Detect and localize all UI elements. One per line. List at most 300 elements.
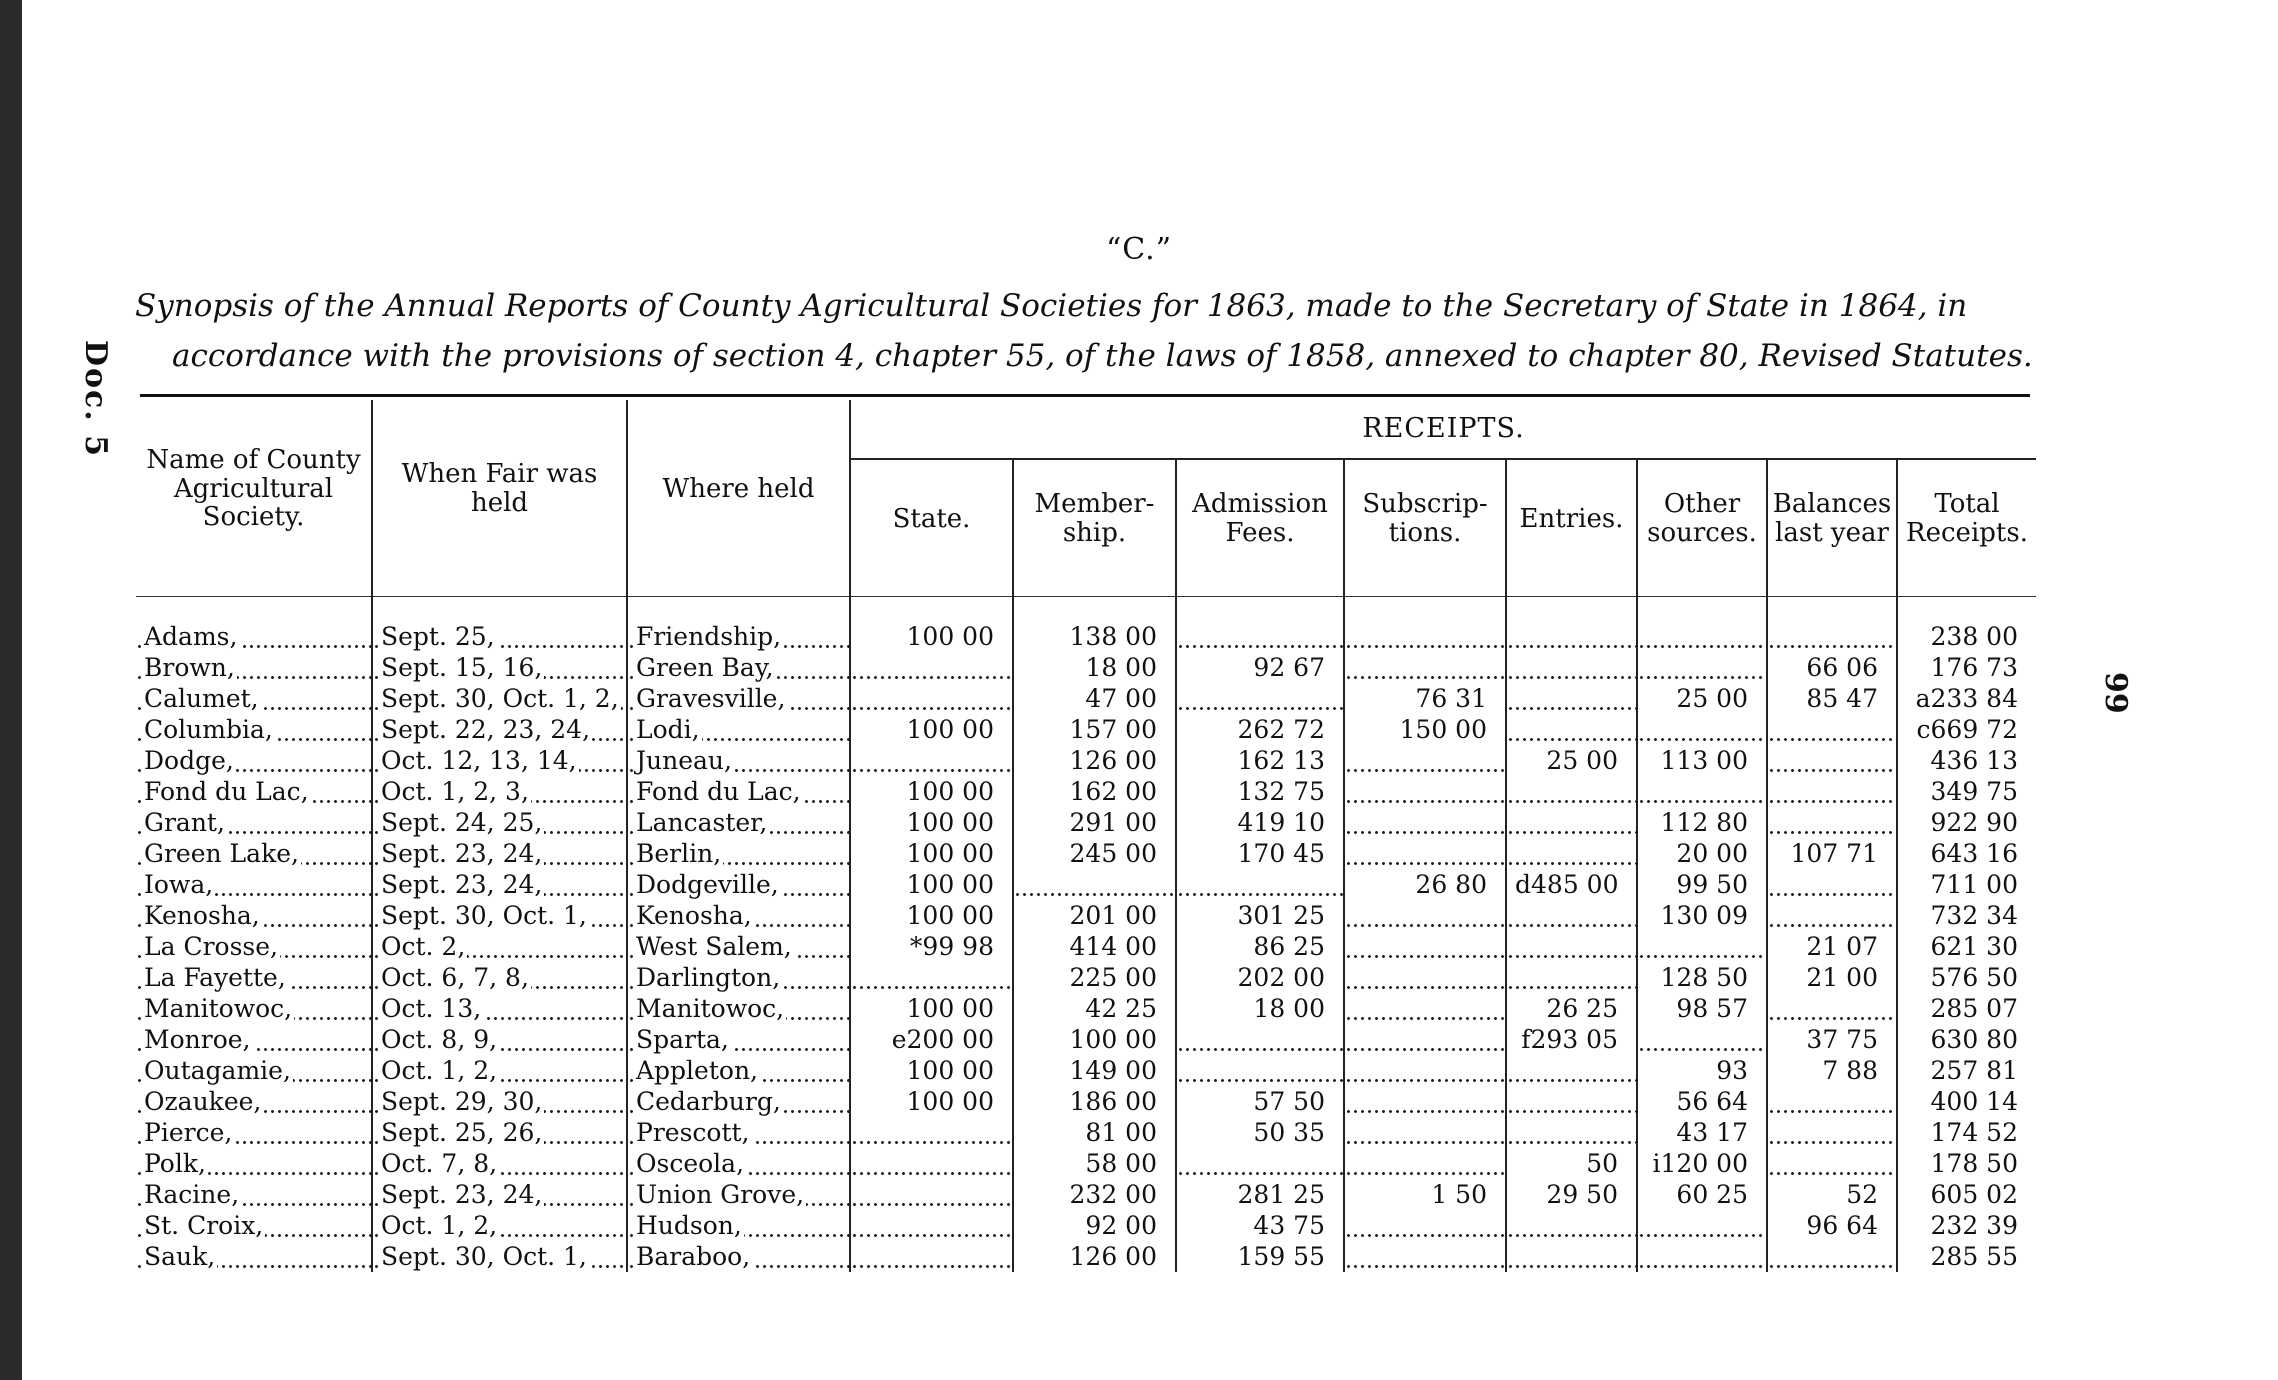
cell-where <box>627 1241 850 1272</box>
cell-entries <box>1506 1210 1637 1241</box>
cell-entries <box>1506 1241 1637 1272</box>
cell-membership: 232 00 <box>1013 1179 1176 1210</box>
cell-entries: 50 <box>1506 1148 1637 1179</box>
cell-balances <box>1767 714 1897 745</box>
header-subscriptions: Subscrip-tions. <box>1344 459 1506 578</box>
cell-membership: 47 00 <box>1013 683 1176 714</box>
cell-balances: 21 00 <box>1767 962 1897 993</box>
cell-balances: 52 <box>1767 1179 1897 1210</box>
cell-subscriptions <box>1344 1148 1506 1179</box>
cell-name-text: Iowa, <box>144 870 214 899</box>
cell-where-text: Prescott, <box>636 1118 750 1147</box>
cell-where-text: Cedarburg, <box>636 1087 781 1116</box>
cell-admission: 92 67 <box>1176 652 1344 683</box>
cell-when-text: Sept. 30, Oct. 1, <box>381 901 587 930</box>
cell-when <box>372 993 627 1024</box>
cell-name <box>136 1241 372 1272</box>
cell-name-text: Sauk, <box>144 1242 216 1271</box>
cell-total: 711 00 <box>1897 869 2036 900</box>
cell-state <box>850 652 1013 683</box>
cell-other: 43 17 <box>1637 1117 1767 1148</box>
cell-membership: 245 00 <box>1013 838 1176 869</box>
cell-state <box>850 745 1013 776</box>
cell-when-text: Sept. 23, 24, <box>381 839 543 868</box>
cell-when <box>372 1148 627 1179</box>
title-rule <box>140 394 2030 397</box>
cell-other: 93 <box>1637 1055 1767 1086</box>
cell-admission: 50 35 <box>1176 1117 1344 1148</box>
cell-when-text: Sept. 30, Oct. 1, 2, <box>381 684 619 713</box>
cell-membership <box>1013 869 1176 900</box>
cell-when-text: Sept. 23, 24, <box>381 870 543 899</box>
cell-where <box>627 1117 850 1148</box>
cell-when-text: Sept. 25, <box>381 622 495 651</box>
cell-state <box>850 683 1013 714</box>
cell-when-text: Oct. 1, 2, 3, <box>381 777 529 806</box>
title-line-1: Synopsis of the Annual Reports of County Agricultural Societies for 1863, made to the Secretary of State in 1864, in <box>135 288 1968 324</box>
cell-when <box>372 745 627 776</box>
cell-when-text: Sept. 25, 26, <box>381 1118 543 1147</box>
table-row <box>136 714 2036 745</box>
cell-balances <box>1767 869 1897 900</box>
cell-when-text: Sept. 29, 30, <box>381 1087 543 1116</box>
cell-where-text: Darlington, <box>636 963 781 992</box>
cell-name-text: Manitowoc, <box>144 994 293 1023</box>
cell-membership: 157 00 <box>1013 714 1176 745</box>
cell-when <box>372 1117 627 1148</box>
header-entries: Entries. <box>1506 459 1637 578</box>
cell-where-text: Green Bay, <box>636 653 774 682</box>
cell-where <box>627 931 850 962</box>
cell-total: 436 13 <box>1897 745 2036 776</box>
cell-when <box>372 962 627 993</box>
cell-admission: 159 55 <box>1176 1241 1344 1272</box>
cell-membership: 138 00 <box>1013 621 1176 652</box>
header-balances: Balances last year <box>1767 459 1897 578</box>
cell-other: 25 00 <box>1637 683 1767 714</box>
cell-admission <box>1176 1148 1344 1179</box>
cell-where-text: Lancaster, <box>636 808 768 837</box>
cell-when-text: Oct. 12, 13, 14, <box>381 746 577 775</box>
cell-name-text: Grant, <box>144 808 225 837</box>
cell-membership: 225 00 <box>1013 962 1176 993</box>
cell-balances <box>1767 1117 1897 1148</box>
cell-entries <box>1506 1055 1637 1086</box>
cell-balances <box>1767 900 1897 931</box>
cell-balances: 66 06 <box>1767 652 1897 683</box>
cell-admission: 43 75 <box>1176 1210 1344 1241</box>
cell-where-text: Osceola, <box>636 1149 745 1178</box>
cell-where-text: Appleton, <box>636 1056 758 1085</box>
cell-where <box>627 869 850 900</box>
cell-state: 100 00 <box>850 1055 1013 1086</box>
cell-membership: 18 00 <box>1013 652 1176 683</box>
cell-balances: 85 47 <box>1767 683 1897 714</box>
cell-balances <box>1767 776 1897 807</box>
cell-admission: 86 25 <box>1176 931 1344 962</box>
cell-subscriptions <box>1344 993 1506 1024</box>
cell-where <box>627 776 850 807</box>
cell-name-text: St. Croix, <box>144 1211 264 1240</box>
table-row <box>136 900 2036 931</box>
cell-name-text: Dodge, <box>144 746 234 775</box>
cell-name <box>136 993 372 1024</box>
page-number: 99 <box>2098 672 2133 714</box>
cell-where <box>627 683 850 714</box>
cell-balances: 21 07 <box>1767 931 1897 962</box>
cell-entries <box>1506 962 1637 993</box>
cell-state <box>850 1117 1013 1148</box>
table-row <box>136 931 2036 962</box>
cell-where-text: Dodgeville, <box>636 870 779 899</box>
cell-total: c669 72 <box>1897 714 2036 745</box>
cell-other: 99 50 <box>1637 869 1767 900</box>
section-mark: “C.” <box>1105 232 1173 267</box>
cell-membership: 201 00 <box>1013 900 1176 931</box>
cell-total: 630 80 <box>1897 1024 2036 1055</box>
cell-when <box>372 1241 627 1272</box>
cell-admission <box>1176 1024 1344 1055</box>
cell-subscriptions <box>1344 1055 1506 1086</box>
table-row <box>136 807 2036 838</box>
cell-where <box>627 1055 850 1086</box>
cell-where <box>627 807 850 838</box>
cell-name-text: Brown, <box>144 653 235 682</box>
cell-balances: 7 88 <box>1767 1055 1897 1086</box>
title-line-2: accordance with the provisions of section 4, chapter 55, of the laws of 1858, annexed to chapter 80, Revised Statutes. <box>172 338 2033 374</box>
cell-where <box>627 838 850 869</box>
cell-where-text: Juneau, <box>636 746 732 775</box>
cell-name-text: Outagamie, <box>144 1056 291 1085</box>
cell-state <box>850 1148 1013 1179</box>
cell-state: 100 00 <box>850 714 1013 745</box>
cell-state: e200 00 <box>850 1024 1013 1055</box>
cell-subscriptions <box>1344 1210 1506 1241</box>
cell-other: 128 50 <box>1637 962 1767 993</box>
cell-state: 100 00 <box>850 993 1013 1024</box>
cell-state <box>850 1179 1013 1210</box>
cell-total: 643 16 <box>1897 838 2036 869</box>
cell-where <box>627 621 850 652</box>
cell-entries <box>1506 683 1637 714</box>
cell-when-text: Oct. 2, <box>381 932 466 961</box>
cell-entries <box>1506 807 1637 838</box>
cell-name-text: Kenosha, <box>144 901 260 930</box>
cell-membership: 58 00 <box>1013 1148 1176 1179</box>
cell-name <box>136 776 372 807</box>
cell-where <box>627 714 850 745</box>
cell-entries <box>1506 1086 1637 1117</box>
cell-other <box>1637 652 1767 683</box>
cell-entries: 29 50 <box>1506 1179 1637 1210</box>
cell-when-text: Oct. 7, 8, <box>381 1149 498 1178</box>
cell-when <box>372 714 627 745</box>
cell-name-text: Columbia, <box>144 715 273 744</box>
cell-where-text: Berlin, <box>636 839 722 868</box>
header-name: Name of County Agricultural Society. <box>146 445 361 533</box>
cell-where-text: Union Grove, <box>636 1180 805 1209</box>
cell-admission: 301 25 <box>1176 900 1344 931</box>
cell-state: 100 00 <box>850 869 1013 900</box>
cell-name-text: La Fayette, <box>144 963 286 992</box>
cell-total: 257 81 <box>1897 1055 2036 1086</box>
cell-name-text: Racine, <box>144 1180 240 1209</box>
cell-when <box>372 1055 627 1086</box>
cell-total: 174 52 <box>1897 1117 2036 1148</box>
cell-subscriptions: 1 50 <box>1344 1179 1506 1210</box>
cell-subscriptions <box>1344 621 1506 652</box>
cell-where <box>627 993 850 1024</box>
cell-balances: 96 64 <box>1767 1210 1897 1241</box>
synopsis-table <box>136 400 2036 1272</box>
cell-name <box>136 962 372 993</box>
cell-entries: d485 00 <box>1506 869 1637 900</box>
cell-name <box>136 1148 372 1179</box>
cell-entries: 25 00 <box>1506 745 1637 776</box>
cell-name <box>136 869 372 900</box>
cell-membership: 186 00 <box>1013 1086 1176 1117</box>
cell-admission: 262 72 <box>1176 714 1344 745</box>
cell-balances <box>1767 621 1897 652</box>
cell-where <box>627 1210 850 1241</box>
cell-other: 56 64 <box>1637 1086 1767 1117</box>
header-receipts: RECEIPTS. <box>850 400 2036 459</box>
cell-name-text: Monroe, <box>144 1025 251 1054</box>
cell-admission: 170 45 <box>1176 838 1344 869</box>
cell-balances <box>1767 993 1897 1024</box>
cell-when-text: Sept. 24, 25, <box>381 808 543 837</box>
cell-subscriptions: 76 31 <box>1344 683 1506 714</box>
table-row <box>136 1086 2036 1117</box>
cell-name <box>136 1117 372 1148</box>
table-row <box>136 993 2036 1024</box>
cell-name-text: Adams, <box>144 622 238 651</box>
cell-name-text: Fond du Lac, <box>144 777 309 806</box>
cell-subscriptions <box>1344 1117 1506 1148</box>
cell-where-text: West Salem, <box>636 932 792 961</box>
cell-admission <box>1176 869 1344 900</box>
scan-edge <box>0 0 22 1380</box>
cell-balances <box>1767 1148 1897 1179</box>
cell-admission <box>1176 1055 1344 1086</box>
cell-when <box>372 1210 627 1241</box>
cell-other: i120 00 <box>1637 1148 1767 1179</box>
cell-where-text: Sparta, <box>636 1025 729 1054</box>
cell-name <box>136 1086 372 1117</box>
cell-when-text: Oct. 13, <box>381 994 482 1023</box>
cell-state: 100 00 <box>850 900 1013 931</box>
cell-membership: 126 00 <box>1013 745 1176 776</box>
cell-other <box>1637 1241 1767 1272</box>
cell-state: 100 00 <box>850 776 1013 807</box>
cell-when <box>372 776 627 807</box>
cell-name-text: La Crosse, <box>144 932 278 961</box>
cell-subscriptions <box>1344 1086 1506 1117</box>
cell-total: 732 34 <box>1897 900 2036 931</box>
cell-membership: 162 00 <box>1013 776 1176 807</box>
cell-other: 20 00 <box>1637 838 1767 869</box>
cell-balances: 37 75 <box>1767 1024 1897 1055</box>
cell-balances <box>1767 745 1897 776</box>
cell-state: 100 00 <box>850 807 1013 838</box>
cell-state <box>850 962 1013 993</box>
cell-subscriptions <box>1344 900 1506 931</box>
cell-name <box>136 745 372 776</box>
cell-total: 285 55 <box>1897 1241 2036 1272</box>
cell-when <box>372 652 627 683</box>
table-row <box>136 1179 2036 1210</box>
cell-membership: 92 00 <box>1013 1210 1176 1241</box>
cell-entries <box>1506 931 1637 962</box>
cell-when-text: Sept. 15, 16, <box>381 653 543 682</box>
cell-name-text: Ozaukee, <box>144 1087 262 1116</box>
cell-name <box>136 652 372 683</box>
cell-subscriptions <box>1344 1241 1506 1272</box>
cell-subscriptions <box>1344 807 1506 838</box>
cell-other <box>1637 931 1767 962</box>
cell-other: 113 00 <box>1637 745 1767 776</box>
cell-when <box>372 1086 627 1117</box>
cell-balances: 107 71 <box>1767 838 1897 869</box>
cell-other: 130 09 <box>1637 900 1767 931</box>
cell-when <box>372 1179 627 1210</box>
cell-when-text: Oct. 8, 9, <box>381 1025 498 1054</box>
cell-when <box>372 931 627 962</box>
cell-when <box>372 807 627 838</box>
cell-name <box>136 1055 372 1086</box>
cell-where <box>627 1179 850 1210</box>
cell-balances <box>1767 1086 1897 1117</box>
cell-admission: 419 10 <box>1176 807 1344 838</box>
header-where: Where held <box>627 400 850 578</box>
cell-when <box>372 683 627 714</box>
cell-admission: 132 75 <box>1176 776 1344 807</box>
cell-admission <box>1176 621 1344 652</box>
cell-entries <box>1506 776 1637 807</box>
cell-name <box>136 1179 372 1210</box>
cell-balances <box>1767 1241 1897 1272</box>
cell-where-text: Hudson, <box>636 1211 742 1240</box>
cell-name-text: Pierce, <box>144 1118 233 1147</box>
cell-state: *99 98 <box>850 931 1013 962</box>
cell-when-text: Sept. 22, 23, 24, <box>381 715 591 744</box>
cell-entries <box>1506 652 1637 683</box>
cell-name <box>136 838 372 869</box>
cell-name <box>136 807 372 838</box>
table-row <box>136 621 2036 652</box>
cell-state <box>850 1241 1013 1272</box>
cell-membership: 100 00 <box>1013 1024 1176 1055</box>
cell-entries: 26 25 <box>1506 993 1637 1024</box>
cell-when-text: Sept. 30, Oct. 1, <box>381 1242 587 1271</box>
cell-other <box>1637 1210 1767 1241</box>
table-row <box>136 776 2036 807</box>
cell-name <box>136 683 372 714</box>
cell-when-text: Oct. 1, 2, <box>381 1056 498 1085</box>
cell-other <box>1637 621 1767 652</box>
cell-where <box>627 745 850 776</box>
cell-name-text: Green Lake, <box>144 839 299 868</box>
cell-admission: 162 13 <box>1176 745 1344 776</box>
cell-membership: 291 00 <box>1013 807 1176 838</box>
table-row <box>136 1055 2036 1086</box>
cell-total: 238 00 <box>1897 621 2036 652</box>
cell-state: 100 00 <box>850 838 1013 869</box>
cell-membership: 81 00 <box>1013 1117 1176 1148</box>
cell-when <box>372 621 627 652</box>
table-row <box>136 1117 2036 1148</box>
cell-name <box>136 1210 372 1241</box>
cell-name <box>136 1024 372 1055</box>
cell-total: 178 50 <box>1897 1148 2036 1179</box>
cell-total: 349 75 <box>1897 776 2036 807</box>
cell-balances <box>1767 807 1897 838</box>
cell-total: 922 90 <box>1897 807 2036 838</box>
cell-where <box>627 652 850 683</box>
side-label: Doc. 5 <box>78 340 113 459</box>
cell-admission <box>1176 683 1344 714</box>
cell-where <box>627 962 850 993</box>
cell-entries <box>1506 621 1637 652</box>
cell-where-text: Kenosha, <box>636 901 752 930</box>
header-other: Other sources. <box>1637 459 1767 578</box>
cell-entries <box>1506 900 1637 931</box>
cell-other: 98 57 <box>1637 993 1767 1024</box>
header-total: Total Receipts. <box>1897 459 2036 578</box>
cell-when-text: Oct. 1, 2, <box>381 1211 498 1240</box>
table-row <box>136 962 2036 993</box>
cell-admission: 281 25 <box>1176 1179 1344 1210</box>
header-membership: Member-ship. <box>1013 459 1176 578</box>
cell-subscriptions <box>1344 652 1506 683</box>
cell-admission: 18 00 <box>1176 993 1344 1024</box>
cell-state <box>850 1210 1013 1241</box>
cell-total: 285 07 <box>1897 993 2036 1024</box>
table-row <box>136 838 2036 869</box>
cell-where-text: Gravesville, <box>636 684 786 713</box>
cell-when <box>372 1024 627 1055</box>
cell-other <box>1637 714 1767 745</box>
cell-where-text: Friendship, <box>636 622 782 651</box>
cell-other <box>1637 1024 1767 1055</box>
cell-subscriptions <box>1344 962 1506 993</box>
cell-membership: 414 00 <box>1013 931 1176 962</box>
cell-when-text: Oct. 6, 7, 8, <box>381 963 529 992</box>
cell-total: 576 50 <box>1897 962 2036 993</box>
cell-when <box>372 838 627 869</box>
cell-entries <box>1506 838 1637 869</box>
cell-membership: 149 00 <box>1013 1055 1176 1086</box>
cell-total: 232 39 <box>1897 1210 2036 1241</box>
cell-membership: 126 00 <box>1013 1241 1176 1272</box>
table-row <box>136 745 2036 776</box>
table-row <box>136 652 2036 683</box>
cell-name <box>136 931 372 962</box>
cell-subscriptions <box>1344 1024 1506 1055</box>
cell-admission: 57 50 <box>1176 1086 1344 1117</box>
cell-name <box>136 900 372 931</box>
cell-where-text: Manitowoc, <box>636 994 785 1023</box>
cell-total: 176 73 <box>1897 652 2036 683</box>
cell-admission: 202 00 <box>1176 962 1344 993</box>
cell-entries <box>1506 1117 1637 1148</box>
cell-subscriptions <box>1344 745 1506 776</box>
cell-when <box>372 900 627 931</box>
cell-total: 621 30 <box>1897 931 2036 962</box>
table-row <box>136 1210 2036 1241</box>
cell-state: 100 00 <box>850 1086 1013 1117</box>
cell-when <box>372 869 627 900</box>
